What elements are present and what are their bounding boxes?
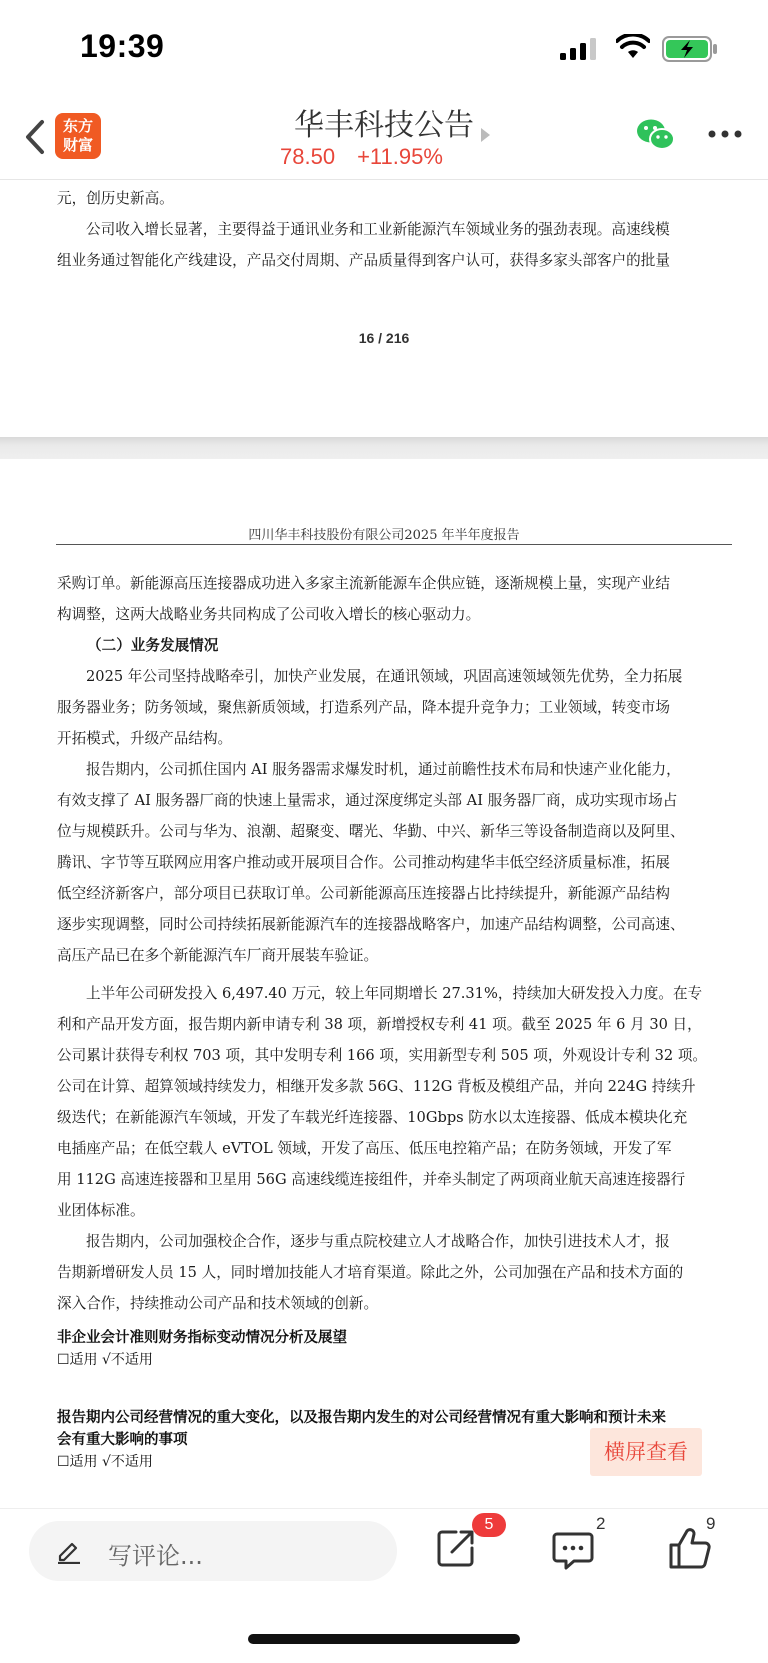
battery-charging-icon [662,36,718,62]
pencil-icon [56,1538,82,1564]
doc-line: 腾讯、字节等互联网应用客户推动或开展项目合作。公司推动构建华丰低空经济质量标准，拓展 [57,854,670,871]
doc-line: 用 112G 高速连接器和卫星用 56G 高速线缆连接组件，并牵头制定了两项商业航天高速连接器行 [57,1171,686,1188]
comment-icon[interactable] [552,1530,594,1570]
logo-line2: 财富 [62,136,93,154]
doc-line: 采购订单。新能源高压连接器成功进入多家主流新能源车企供应链，逐渐规模上量，实现产业结 [57,575,670,592]
doc-line: 逐步实现调整，同时公司持续拓展新能源汽车的连接器战略客户，加速产品结构调整，公司高速、 [57,916,685,933]
header-rule [56,544,732,545]
share-count-badge: 5 [472,1513,506,1537]
applicability-options: ☐适用 √不适用 [57,1454,153,1470]
status-time: 19:39 [80,28,165,64]
doc-line: 位与规模跃升。公司与华为、浪潮、超聚变、曙光、华勤、中兴、新华三等设备制造商以及阿里、 [57,823,685,840]
doc-line: 告期新增研发人员 15 人，同时增加技能人才培育渠道。除此之外，公司加强在产品和技术方面的 [57,1264,684,1281]
doc-line: 公司累计获得专利权 703 项，其中发明专利 166 项，实用新型专利 505 项，外观设计专利 32 项。 [57,1047,708,1064]
stock-quote [280,144,465,170]
home-indicator[interactable] [248,1634,520,1644]
share-icon[interactable] [434,1526,478,1570]
doc-line: 业团体标准。 [57,1202,145,1219]
doc-line: 高压产品已在多个新能源汽车厂商开展装车验证。 [57,947,379,964]
doc-line: 上半年公司研发投入 6,497.40 万元，较上年同期增长 27.31%，持续加大研发投入力度。在专 [86,985,703,1002]
page-separator [0,437,768,459]
doc-line: 报告期内，公司加强校企合作，逐步与重点院校建立人才战略合作，加快引进技术人才，报 [86,1233,670,1250]
page-running-header: 四川华丰科技股份有限公司2025 年半年度报告 [248,528,520,543]
doc-line: 2025 年公司坚持战略牵引，加快产业发展，在通讯领域，巩固高速领域领先优势，全力拓展 [86,668,683,685]
stock-change: +11.95% [357,144,443,169]
comment-placeholder[interactable]: 写评论... [108,1542,203,1570]
doc-line: 报告期内，公司抓住国内 AI 服务器需求爆发时机，通过前瞻性技术布局和快速产业化能力， [86,761,681,778]
doc-line: 低空经济新客户，部分项目已获取订单。公司新能源高压连接器占比持续提升，新能源产品结构 [57,885,670,902]
bottom-bar-divider [0,1508,768,1509]
subsection-heading: 报告期内公司经营情况的重大变化，以及报告期内发生的对公司经营情况有重大影响和预计未来 [57,1410,666,1426]
doc-line: 有效支撑了 AI 服务器厂商的快速上量需求，通过深度绑定头部 AI 服务器厂商，成功实现市场占 [57,792,678,809]
header-divider [0,179,768,180]
comment-input[interactable] [29,1521,397,1581]
subsection-heading: 非企业会计准则财务指标变动情况分析及展望 [57,1330,347,1346]
page-title: 华丰科技公告 [294,108,474,143]
doc-line: 元，创历史新高。 [57,190,174,207]
doc-line: 服务器业务；防务领域，聚焦新质领域，打造系列产品，降本提升竞争力；工业领域，转变市场 [57,699,670,716]
doc-line: 深入合作，持续推动公司产品和技术领域的创新。 [57,1295,379,1312]
doc-line: 构调整，这两大战略业务共同构成了公司收入增长的核心驱动力。 [57,606,481,623]
more-icon[interactable] [708,124,742,144]
like-count: 9 [706,1514,716,1533]
comment-count: 2 [596,1514,606,1533]
subsection-heading: 会有重大影响的事项 [57,1432,188,1448]
doc-line: 利和产品开发方面，报告期内新申请专利 38 项，新增授权专利 41 项。截至 2025 年 6 月 30 日， [57,1016,702,1033]
section-heading: （二）业务发展情况 [87,637,219,654]
doc-line: 公司收入增长显著，主要得益于通讯业务和工业新能源汽车领域业务的强劲表现。高速线模 [86,221,670,238]
page-number: 16 / 216 [358,330,410,346]
wifi-icon [616,34,650,60]
signal-icon [560,38,600,60]
applicability-options: ☐适用 √不适用 [57,1352,153,1368]
title-caret-icon[interactable] [481,128,490,142]
wechat-share-icon[interactable] [636,118,676,152]
doc-line: 组业务通过智能化产线建设，产品交付周期、产品质量得到客户认可，获得多家头部客户的批量 [57,252,670,269]
doc-line: 级迭代；在新能源汽车领域，开发了车载光纤连接器、10Gbps 防水以太连接器、低成本模块化充 [57,1109,688,1126]
stock-price: 78.50 [280,144,336,169]
logo-line1: 东方 [62,117,93,135]
landscape-view-button[interactable]: 横屏查看 [590,1428,702,1476]
doc-line: 电插座产品；在低空载人 eVTOL 领域，开发了高压、低压电控箱产品；在防务领域，开发了军 [57,1140,672,1157]
doc-line: 公司在计算、超算领域持续发力，相继开发多款 56G、112G 背板及模组产品，并向 224G 持续升 [57,1078,696,1095]
doc-line: 开拓模式，升级产品结构。 [57,730,233,747]
